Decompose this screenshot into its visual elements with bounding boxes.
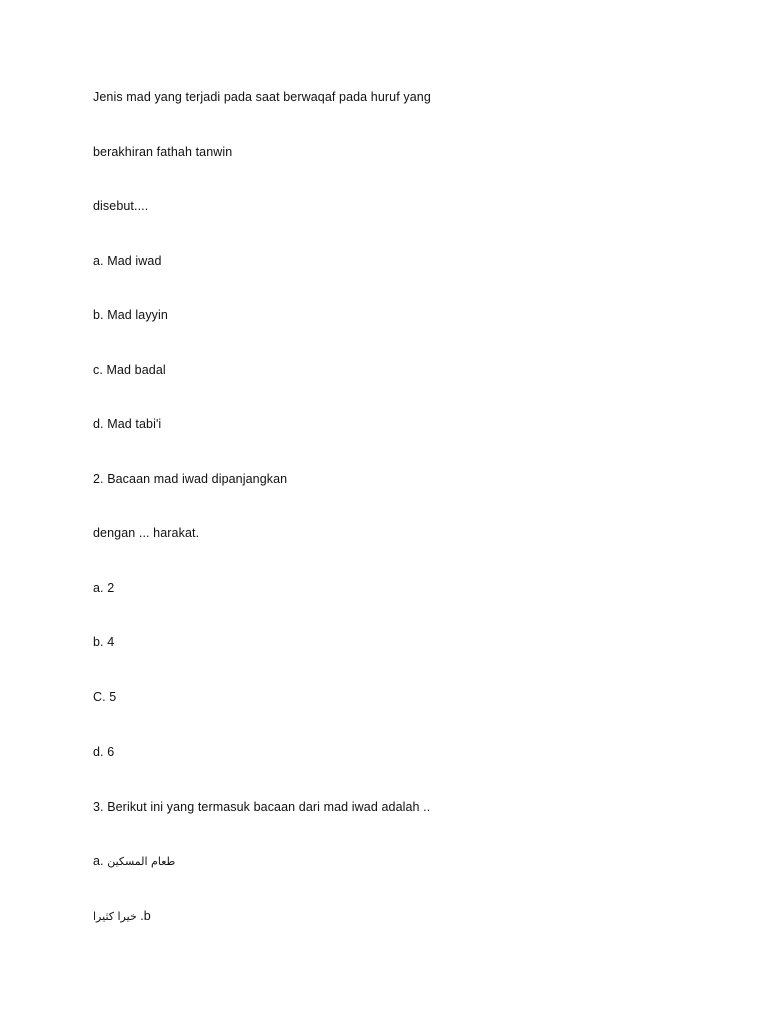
question-2-line-2: dengan ... harakat. [93,526,200,540]
question-3-option-a [93,853,175,870]
question-1-option-d: d. Mad tabi'i [93,417,162,431]
question-1-option-a: a. Mad iwad [93,254,162,268]
option-a-arabic-text: طعام المسكين [107,855,176,868]
question-3-option-b [93,908,151,925]
option-a-prefix: a. [93,854,104,868]
option-b-arabic-text: خيرا كثيرا [93,910,137,923]
question-1-option-c: c. Mad badal [93,363,166,377]
question-3-line-1: 3. Berikut ini yang termasuk bacaan dari mad iwad adalah .. [93,800,431,814]
question-1-line-2: berakhiran fathah tanwin [93,145,233,159]
option-b-suffix: .b [140,909,151,923]
question-2-option-d: d. 6 [93,745,115,759]
question-2-line-1: 2. Bacaan mad iwad dipanjangkan [93,472,288,486]
question-2-option-c: C. 5 [93,690,117,704]
question-1-option-b: b. Mad layyin [93,308,168,322]
question-2-option-b: b. 4 [93,635,115,649]
question-1-line-1: Jenis mad yang terjadi pada saat berwaqaf pada huruf yang [93,90,431,104]
question-1-line-3: disebut.... [93,199,149,213]
question-2-option-a: a. 2 [93,581,115,595]
